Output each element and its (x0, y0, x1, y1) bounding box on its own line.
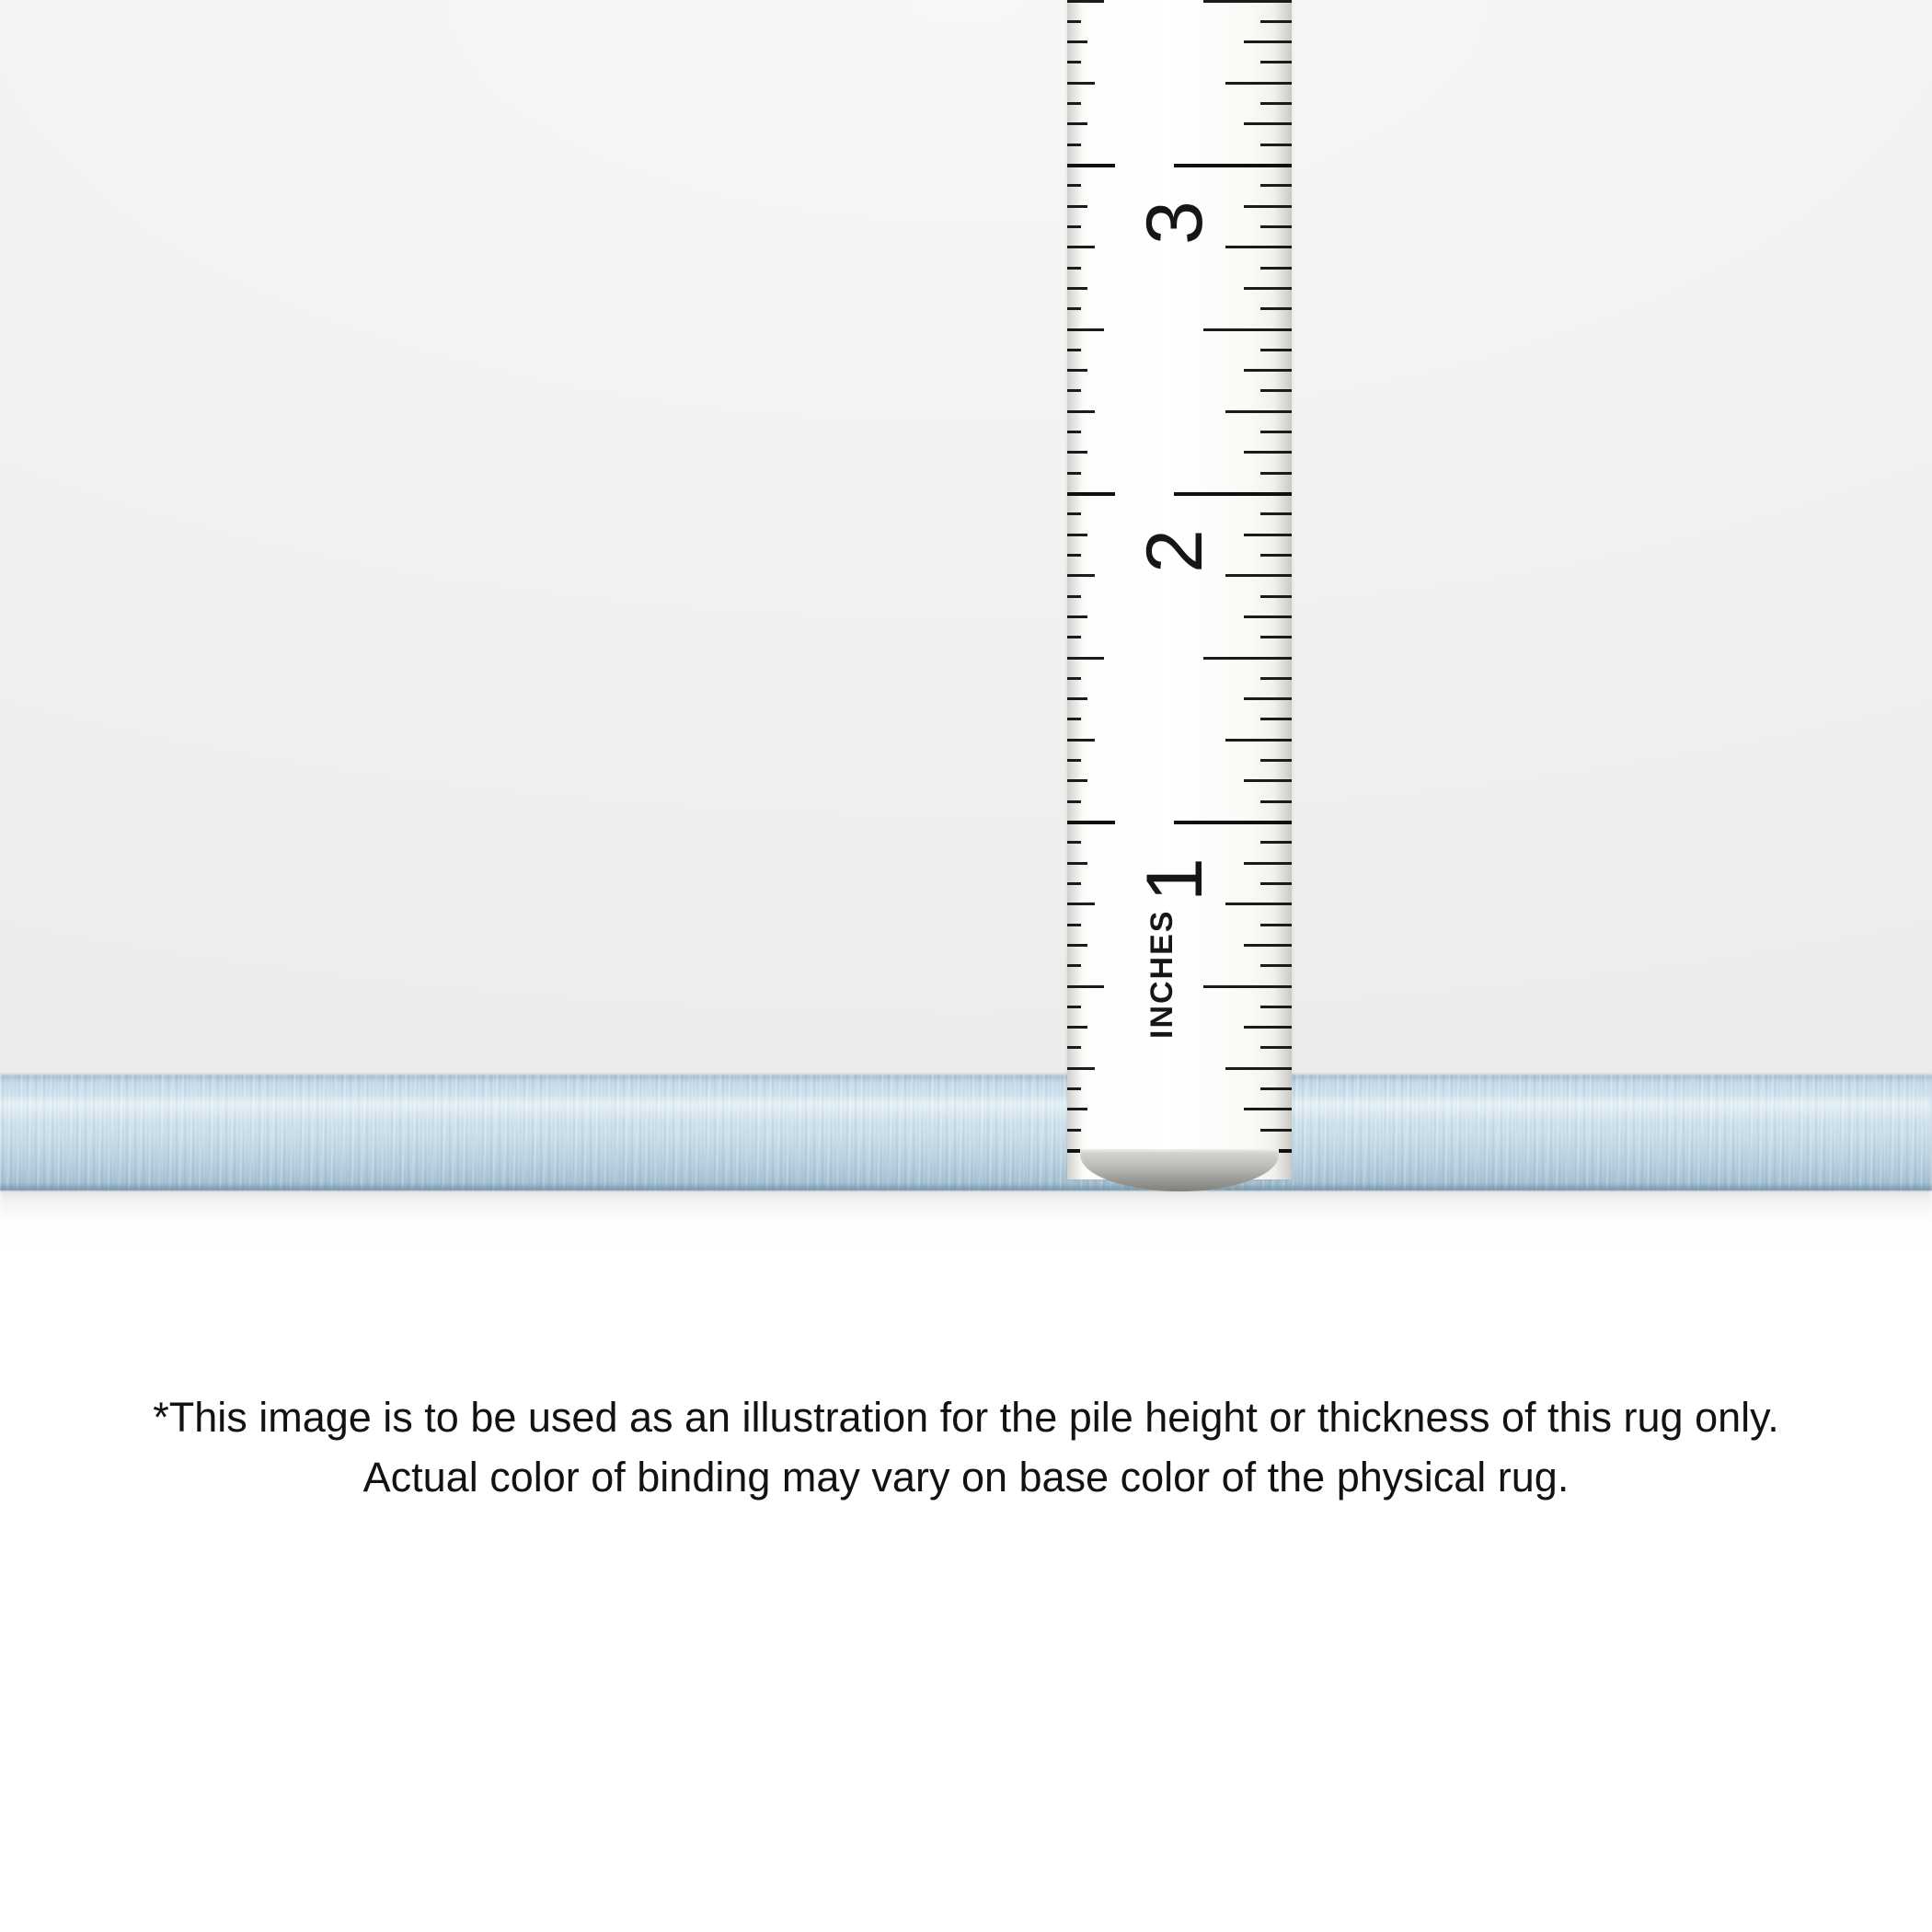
tape-tick (1225, 903, 1292, 905)
tape-tick (1067, 657, 1104, 660)
tape-tick (1260, 1006, 1292, 1008)
tape-tick (1067, 472, 1081, 475)
tape-number-1: 1 (1131, 857, 1219, 902)
tape-tick (1260, 636, 1292, 638)
tape-right-shading (1273, 0, 1292, 1179)
tape-tick (1225, 1067, 1292, 1070)
tape-tick (1260, 759, 1292, 762)
tape-tick (1067, 512, 1081, 515)
tape-tick (1067, 697, 1087, 700)
tape-measure (1067, 0, 1292, 1179)
tape-tick (1260, 595, 1292, 598)
tape-tick (1260, 718, 1292, 720)
tape-tick (1067, 800, 1081, 803)
tape-tick (1260, 1129, 1292, 1132)
tape-tick (1067, 431, 1081, 433)
tape-tick (1260, 882, 1292, 885)
tape-tick (1067, 534, 1087, 536)
tape-tick (1067, 184, 1081, 187)
tape-tick (1067, 307, 1081, 310)
tape-tick (1067, 410, 1095, 413)
tape-tick (1260, 225, 1292, 228)
tape-tick (1244, 369, 1292, 372)
rug-specular-highlight (0, 1098, 1932, 1121)
tape-tick (1260, 841, 1292, 844)
tape-tick (1067, 451, 1087, 454)
tape-tick (1067, 779, 1087, 782)
tape-tick (1260, 431, 1292, 433)
tape-tick (1067, 144, 1081, 146)
tape-tick (1244, 534, 1292, 536)
tape-tick (1067, 924, 1081, 926)
tape-tick (1260, 512, 1292, 515)
tape-tick (1260, 472, 1292, 475)
tape-tick (1067, 821, 1115, 824)
tape-tick (1067, 574, 1095, 577)
tape-tick (1260, 307, 1292, 310)
tape-tick (1244, 944, 1292, 947)
tape-tick (1067, 739, 1095, 742)
tape-tick (1260, 1046, 1292, 1049)
tape-tick (1260, 924, 1292, 926)
tape-tick (1067, 615, 1087, 618)
tape-tick (1067, 246, 1095, 248)
tape-tick (1244, 205, 1292, 208)
tape-tick (1260, 800, 1292, 803)
tape-tick (1067, 1026, 1087, 1029)
tape-metal-tip (1067, 1149, 1292, 1195)
tape-number-3: 3 (1131, 201, 1219, 245)
tape-tick (1203, 328, 1292, 331)
tape-tick (1174, 492, 1292, 496)
tape-tick (1260, 554, 1292, 557)
tape-tick (1174, 821, 1292, 824)
tape-tick (1067, 595, 1081, 598)
tape-tick (1260, 964, 1292, 967)
tape-tick (1067, 985, 1104, 988)
tape-tick (1067, 102, 1081, 105)
tape-tick (1225, 739, 1292, 742)
tape-tick (1067, 677, 1081, 680)
tape-tick (1067, 287, 1087, 290)
tape-tick (1067, 369, 1087, 372)
tape-tick (1260, 267, 1292, 270)
rug-bottom-edge-shade (0, 1183, 1932, 1190)
tape-tick (1260, 349, 1292, 351)
tape-tick (1244, 862, 1292, 865)
tape-tick (1260, 389, 1292, 392)
disclaimer-line-1: *This image is to be used as an illustration for the pile height or thickness of this rug only. (153, 1394, 1779, 1441)
tape-tick (1067, 328, 1104, 331)
tape-tick (1067, 267, 1081, 270)
disclaimer-line-2: Actual color of binding may vary on base color of the physical rug. (362, 1454, 1570, 1501)
tape-tick (1244, 451, 1292, 454)
tape-tick (1067, 1006, 1081, 1008)
disclaimer-caption (0, 1387, 1932, 1508)
tape-tick (1244, 697, 1292, 700)
rug-weave-highlight-texture (0, 1075, 1932, 1190)
tape-tick (1260, 61, 1292, 63)
tape-tick (1244, 40, 1292, 43)
tape-tick (1244, 779, 1292, 782)
tape-tick (1067, 1129, 1081, 1132)
tape-tick (1067, 944, 1087, 947)
tape-unit-label: INCHES (1144, 909, 1179, 1039)
tape-tick (1067, 718, 1081, 720)
tape-tick (1067, 1067, 1095, 1070)
tape-tick (1260, 677, 1292, 680)
tape-tick (1067, 1087, 1081, 1090)
tape-tick (1244, 122, 1292, 125)
tape-tick (1174, 164, 1292, 167)
tape-tick (1260, 102, 1292, 105)
tape-tick (1067, 122, 1087, 125)
tape-number-2: 2 (1131, 529, 1219, 573)
tape-tick (1067, 882, 1081, 885)
tape-tick (1244, 1026, 1292, 1029)
tape-tick (1067, 389, 1081, 392)
tape-tick (1067, 205, 1087, 208)
tape-tick (1067, 841, 1081, 844)
tape-tick (1244, 1108, 1292, 1110)
tape-tick (1260, 1087, 1292, 1090)
tape-tick (1203, 0, 1292, 3)
tape-tick (1067, 759, 1081, 762)
tape-tick (1067, 1046, 1081, 1049)
tape-tick (1260, 20, 1292, 23)
tape-tick (1067, 61, 1081, 63)
tape-tick (1225, 82, 1292, 85)
tape-tick (1225, 574, 1292, 577)
tape-tick (1203, 985, 1292, 988)
tape-tick (1067, 0, 1104, 3)
tape-tick (1067, 349, 1081, 351)
tape-tick (1260, 144, 1292, 146)
tape-tick (1244, 287, 1292, 290)
tape-tick (1244, 615, 1292, 618)
tape-left-shading (1067, 0, 1082, 1179)
tape-tick (1067, 903, 1095, 905)
tape-tick (1067, 492, 1115, 496)
tape-tick (1225, 410, 1292, 413)
tape-tick (1225, 246, 1292, 248)
tape-tick (1067, 554, 1081, 557)
tape-tick (1067, 1108, 1087, 1110)
tape-tick (1203, 657, 1292, 660)
rug-binding-edge (0, 1075, 1932, 1190)
tape-metal-tip-shape (1080, 1149, 1279, 1191)
tape-tick (1067, 636, 1081, 638)
tape-tick (1067, 225, 1081, 228)
tape-tick (1067, 82, 1095, 85)
tape-tick (1067, 20, 1081, 23)
tape-tick (1067, 164, 1115, 167)
tape-tick (1260, 184, 1292, 187)
tape-tick (1067, 40, 1087, 43)
tape-tick (1067, 862, 1087, 865)
tape-tick (1067, 964, 1081, 967)
